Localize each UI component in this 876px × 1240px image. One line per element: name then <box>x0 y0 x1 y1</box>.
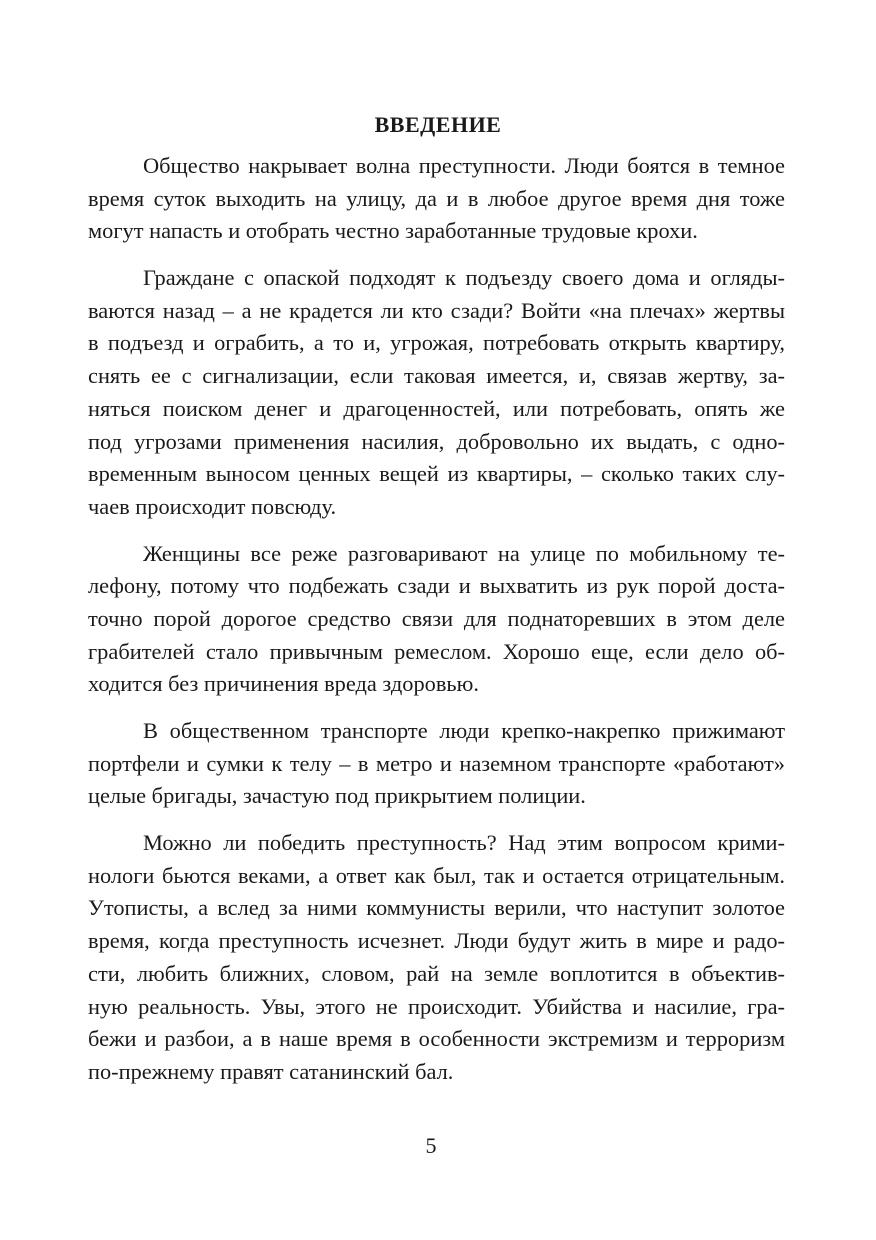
body-text <box>88 150 785 1103</box>
paragraph-line: могут напасть и отобрать честно заработанные трудовые крохи. <box>88 218 698 244</box>
paragraph-line: время суток выходить на улицу, да и в любое другое время дня тоже <box>88 185 785 211</box>
paragraph-line: снять ее с сигнализации, если таковая имеется, и, связав жертву, за- <box>88 363 785 389</box>
paragraph-line: целые бригады, зачастую под прикрытием полиции. <box>88 783 586 809</box>
paragraph-line: Можно ли победить преступность? Над этим вопросом крими- <box>143 830 785 856</box>
paragraph-line: нологи бьются веками, а ответ как был, так и остается отрицательным. <box>88 862 785 888</box>
paragraph-line: ходится без причинения вреда здоровью. <box>88 671 479 697</box>
paragraph-line: бежи и разбои, а в наше время в особенности экстремизм и терроризм <box>88 1026 785 1052</box>
paragraph-line: портфели и сумки к телу – в метро и наземном транспорте «работают» <box>88 750 785 776</box>
paragraph-line: время, когда преступность исчезнет. Люди будут жить в мире и радо- <box>88 928 785 954</box>
paragraph-2 <box>88 262 785 524</box>
paragraph-line: Общество накрывает волна преступности. Люди боятся в темное <box>143 153 785 178</box>
paragraph-line: Граждане с опаской подходят к подъезду своего дома и огляды- <box>143 265 785 291</box>
paragraph-5 <box>88 827 785 1089</box>
paragraph-line: под угрозами применения насилия, добровольно их выдать, с одно- <box>88 428 785 454</box>
paragraph-line: Женщины все реже разговаривают на улице по мобильному те- <box>143 540 785 566</box>
paragraph-line: ваются назад – а не крадется ли кто сзади? Войти «на плечах» жертвы <box>88 297 785 323</box>
paragraph-line: ную реальность. Увы, этого не происходит. Убийства и насилие, гра- <box>88 993 785 1019</box>
paragraph-line: в подъезд и ограбить, а то и, угрожая, потребовать открыть квартиру, <box>88 330 785 356</box>
paragraph-line: няться поиском денег и драгоценностей, или потребовать, опять же <box>88 395 785 421</box>
paragraph-line: сти, любить ближних, словом, рай на земле воплотится в объектив- <box>88 960 785 986</box>
paragraph-3 <box>88 538 785 701</box>
paragraph-line: точно порой дорогое средство связи для поднаторевших в этом деле <box>88 605 785 631</box>
paragraph-line: чаев происходит повсюду. <box>88 493 337 519</box>
paragraph-line: грабителей стало привычным ремеслом. Хорошо еще, если дело об- <box>88 638 785 664</box>
paragraph-line: временным выносом ценных вещей из квартиры, – сколько таких слу- <box>88 461 785 487</box>
page-number: 5 <box>425 1133 437 1158</box>
paragraph-4 <box>88 715 785 813</box>
chapter-heading: ВВЕДЕНИЕ <box>374 112 502 137</box>
paragraph-line: Утописты, а вслед за ними коммунисты верили, что наступит золотое <box>88 895 785 921</box>
paragraph-1 <box>88 150 785 248</box>
paragraph-line: по-прежнему правят сатанинский бал. <box>88 1058 454 1084</box>
paragraph-line: лефону, потому что подбежать сзади и выхватить из рук порой доста- <box>88 573 785 599</box>
paragraph-line: В общественном транспорте люди крепко-накрепко прижимают <box>143 718 785 743</box>
